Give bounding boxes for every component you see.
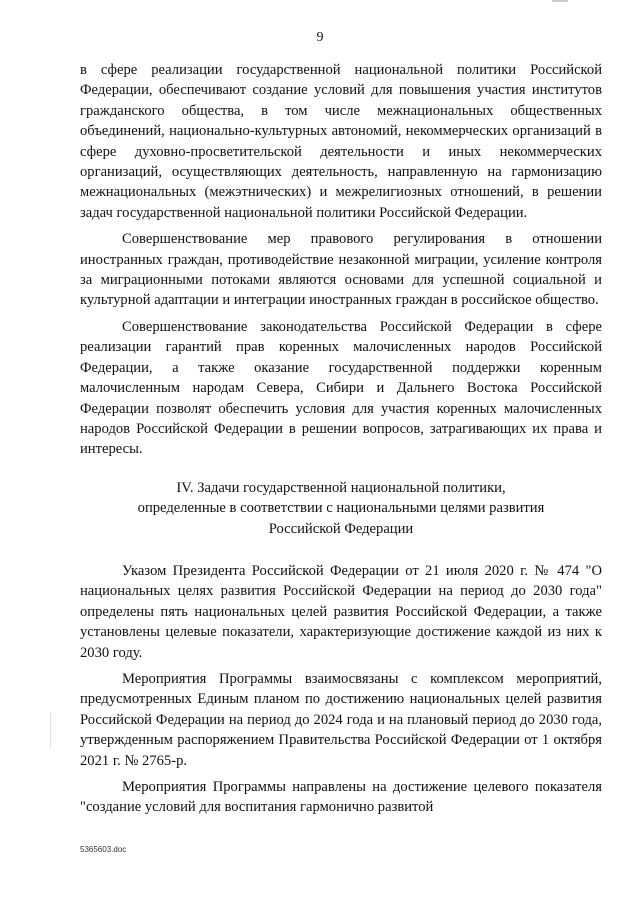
section-heading-line-2: определенные в соответствии с национальными целями развития (137, 500, 545, 517)
paragraph-migration: Совершенствование мер правового регулирования в отношении иностранных граждан, противодействие незаконной миграции, усиление контроля за миграционными потоками являются основами для успешной социальной и культурной адаптации и интеграции иностранных граждан в российское общество. (80, 231, 602, 309)
section-heading (100, 478, 582, 539)
footer-filename: 5365603.doc (80, 845, 127, 854)
paragraph-program-target: Мероприятия Программы направлены на достижение целевого показателя "создание условий для воспитания гармонично развитой (80, 779, 602, 816)
paragraph-program-measures: Мероприятия Программы взаимосвязаны с комплексом мероприятий, предусмотренных Единым планом по достижению национальных целей развития Российской Федерации на период до 2024 года и на плановый период до 2030 года, утвержденным распоряжением Правительства Российской Федерации от 1 октября 2021 г. № 2765-р. (80, 670, 602, 769)
paragraph-presidential-decree: Указом Президента Российской Федерации от 21 июля 2020 г. № 474 "О национальных целях развития Российской Федерации на период до 2030 года" определены пять национальных целей развития Российской Федерации, а также установлены целевые показатели, характеризующие достижение каждой из них к 2030 году. (80, 562, 602, 661)
margin-line (50, 712, 51, 748)
scan-mark (552, 0, 568, 2)
section-heading-line-1: IV. Задачи государственной национальной политики, (176, 479, 506, 496)
paragraph-continuation: в сфере реализации государственной национальной политики Российской Федерации, обеспечивают создание условий для повышения участия институтов гражданского общества, в том числе межнациональных общественных объединений, национально-культурных автономий, некоммерческих организаций в сфере духовно-просветительской деятельности и иных некоммерческих организаций, осуществляющих деятельность, направленную на гармонизацию межнациональных (межэтнических) и межрелигиозных отношений, в решении задач государственной национальной политики Российской Федерации. (80, 62, 602, 221)
paragraph-indigenous-peoples: Совершенствование законодательства Российской Федерации в сфере реализации гарантий прав коренных малочисленных народов Российской Федерации, а также оказание государственной поддержки коренным малочисленным народам Севера, Сибири и Дальнего Востока Российской Федерации позволят обеспечить условия для участия коренных малочисленных народов Российской Федерации в решении вопросов, затрагивающих их права и интересы. (80, 318, 602, 458)
section-heading-line-3: Российской Федерации (268, 520, 414, 537)
document-body (80, 60, 602, 818)
page-number: 9 (316, 30, 324, 45)
